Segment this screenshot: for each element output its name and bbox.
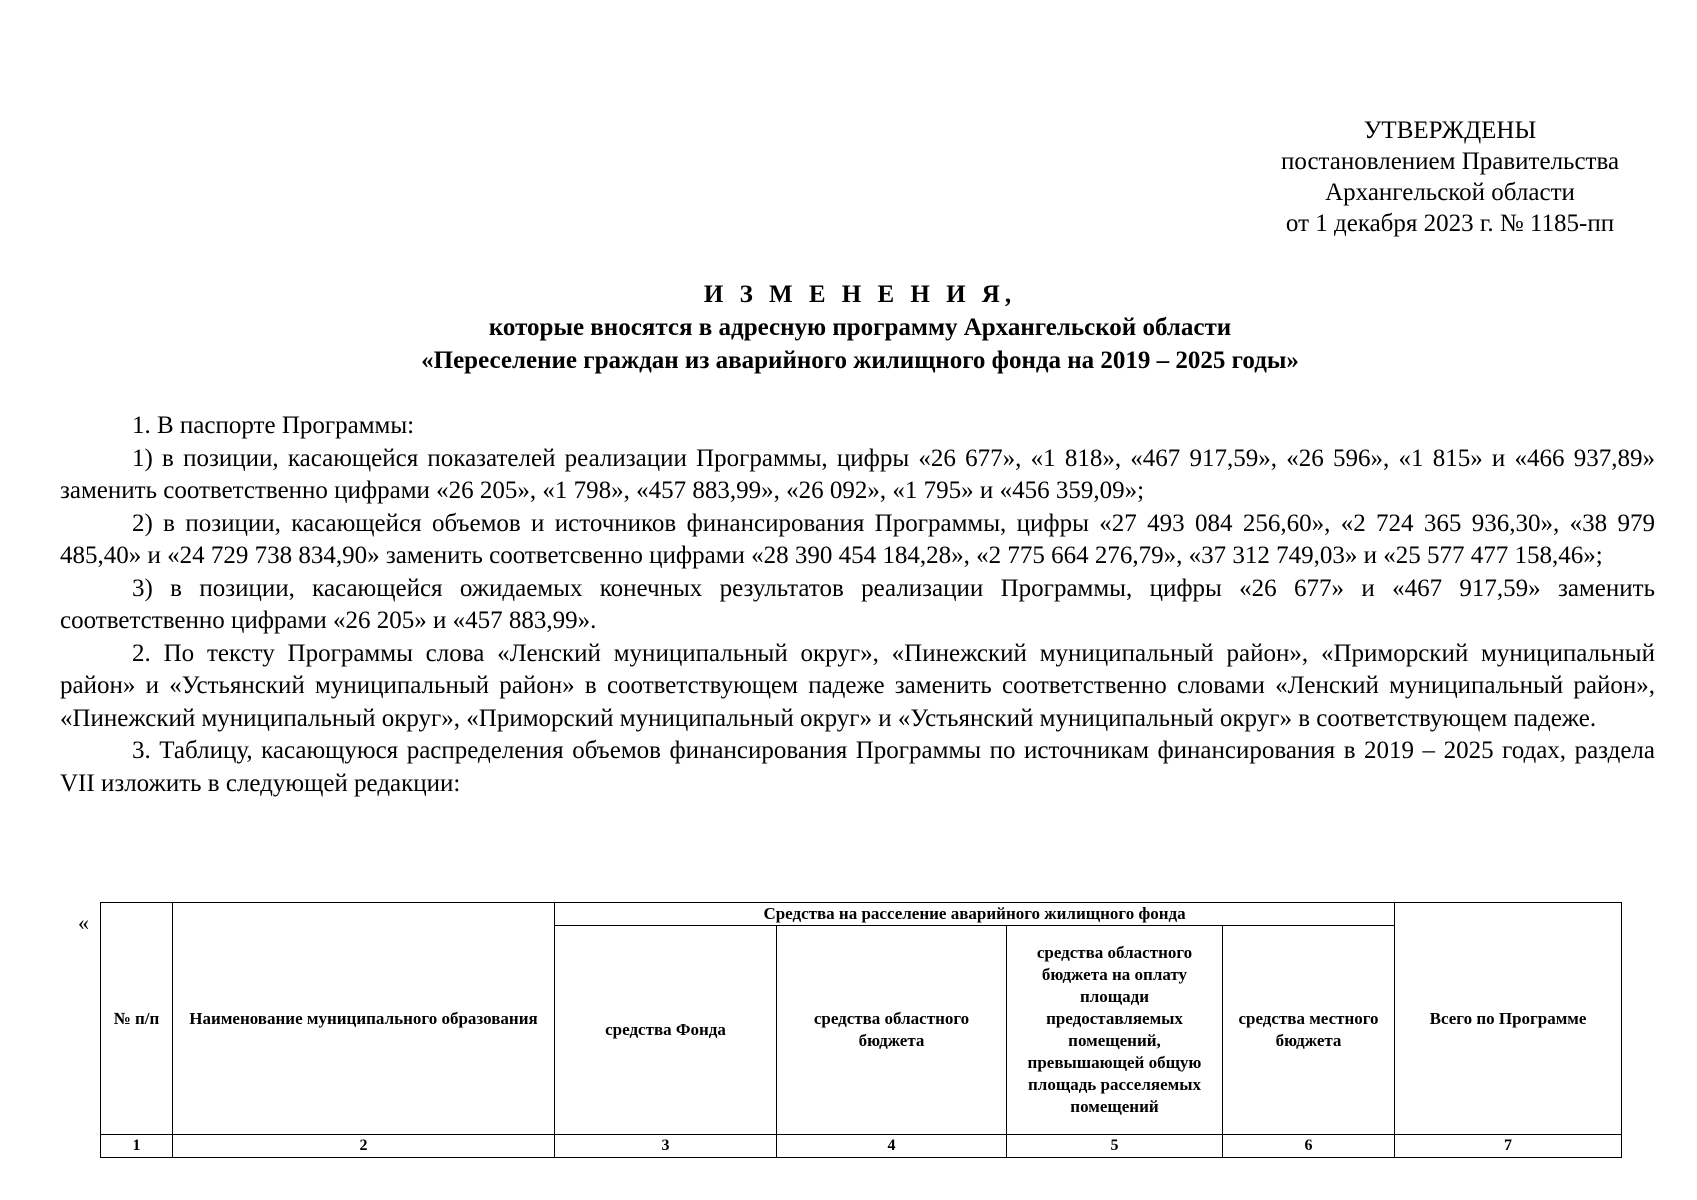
col-number: 2 — [173, 1135, 555, 1158]
paragraph-2: 2. По тексту Программы слова «Ленский муниципальный округ», «Пинежский муниципальный район», «Приморский муниципальный район» и «Устьянский муниципальный район» в соответствующем падеже заменить соответственно словами «Ленский муниципальный район», «Пинежский муниципальный округ», «Приморский муниципальный округ» и «Устьянский муниципальный округ» в соответствующем падеже. — [60, 639, 1655, 732]
header-regional-extra: средства областного бюджета на оплату площади предоставляемых помещений, превышающей общую площадь расселяемых помещений — [1007, 926, 1223, 1135]
col-number: 4 — [777, 1135, 1007, 1158]
table-header-row-1 — [101, 903, 1622, 926]
approval-date: от 1 декабря 2023 г. № 1185-пп — [1285, 210, 1615, 237]
paragraph-1: 1. В паспорте Программы: — [132, 412, 415, 439]
header-regional-budget: средства областного бюджета — [777, 926, 1007, 1135]
col-number: 6 — [1223, 1135, 1395, 1158]
col-number: 1 — [101, 1135, 173, 1158]
col-number: 5 — [1007, 1135, 1223, 1158]
approval-block — [1240, 115, 1660, 239]
document-body — [60, 410, 1655, 800]
opening-quote: « — [78, 910, 89, 935]
table-number-row — [101, 1135, 1622, 1158]
title-line-2: которые вносятся в адресную программу Архангельской области — [488, 314, 1232, 341]
financing-table — [100, 902, 1622, 1158]
header-fund: средства Фонда — [555, 926, 777, 1135]
approval-resolution: постановлением Правительства — [1280, 148, 1620, 175]
approval-heading: УТВЕРЖДЕНЫ — [1363, 117, 1537, 144]
title-line-3: «Переселение граждан из аварийного жилищного фонда на 2019 – 2025 годы» — [421, 347, 1299, 374]
paragraph-1-1: 1) в позиции, касающейся показателей реализации Программы, цифры «26 677», «1 818», «467 917,59», «26 596», «1 815» и «466 937,89» заменить соответственно цифрами «26 205», «1 798», «457 883,99», «26 092», «1 795» и «456 359,09»; — [60, 444, 1655, 504]
document-title — [60, 278, 1660, 377]
title-heading: И З М Е Н Е Н И Я, — [703, 281, 1017, 308]
paragraph-3: 3. Таблицу, касающуюся распределения объемов финансирования Программы по источникам финансирования в 2019 – 2025 годах, раздела VII изложить в следующей редакции: — [60, 737, 1655, 797]
header-municipality: Наименование муниципального образования — [173, 903, 555, 1135]
header-total: Всего по Программе — [1395, 903, 1622, 1135]
approval-region: Архангельской области — [1325, 179, 1575, 206]
header-group-funds: Средства на расселение аварийного жилищного фонда — [555, 903, 1395, 926]
col-number: 3 — [555, 1135, 777, 1158]
col-number: 7 — [1395, 1135, 1622, 1158]
paragraph-1-3: 3) в позиции, касающейся ожидаемых конечных результатов реализации Программы, цифры «26 677» и «467 917,59» заменить соответственно цифрами «26 205» и «457 883,99». — [60, 574, 1655, 634]
header-num: № п/п — [101, 903, 173, 1135]
header-local-budget: средства местного бюджета — [1223, 926, 1395, 1135]
paragraph-1-2: 2) в позиции, касающейся объемов и источников финансирования Программы, цифры «27 493 084 256,60», «2 724 365 936,30», «38 979 485,40» и «24 729 738 834,90» заменить соответсвенно цифрами «28 390 454 184,28», «2 775 664 276,79», «37 312 749,03» и «25 577 477 158,46»; — [60, 509, 1655, 569]
